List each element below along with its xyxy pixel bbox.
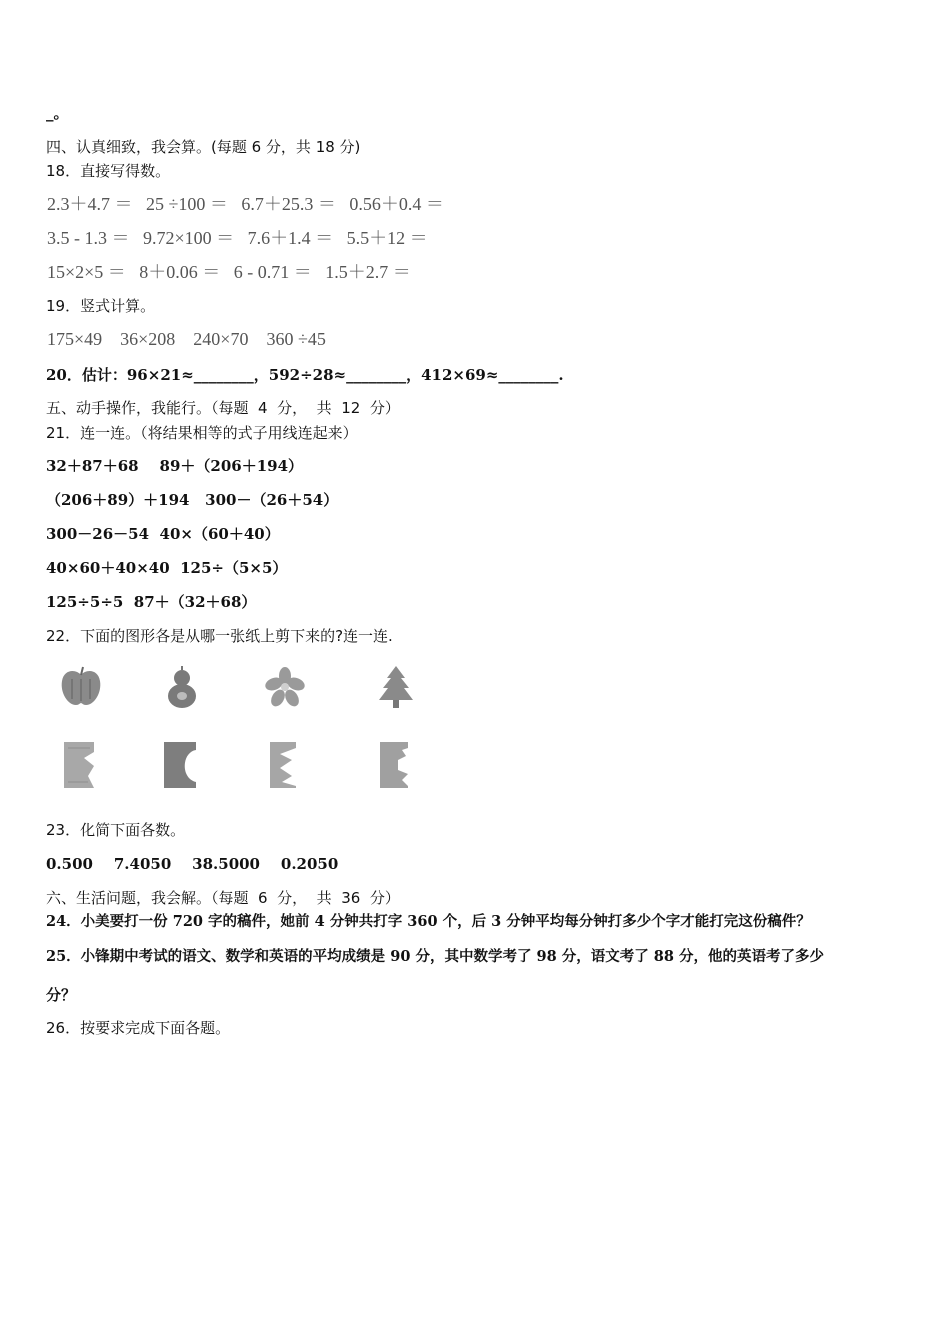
tree-shape xyxy=(375,664,417,710)
q18-row-1: 2.3＋4.7 ＝ 25 ÷100 ＝ 6.7＋25.3 ＝ 0.56＋0.4 ＝ xyxy=(47,194,444,214)
q19-row-1: 175×49 36×208 240×70 360 ÷45 xyxy=(47,329,326,349)
section-5-title: 五、动手操作，我能行。（每题 4 分， 共 12 分） xyxy=(46,399,400,417)
question-20: 20．估计：96×21≈________，592÷28≈________，412×69≈________. xyxy=(46,366,564,384)
cut-paper-notch xyxy=(376,738,414,792)
question-23: 23．化简下面各数。 xyxy=(46,821,186,839)
q21-row-1: 32＋87＋68 89＋（206＋194） xyxy=(46,457,304,475)
question-25-line-1: 25．小锋期中考试的语文、数学和英语的平均成绩是 90 分，其中数学考了 98 分，语文考了 88 分，他的英语考了多少 xyxy=(46,948,824,965)
q21-row-4: 40×60＋40×40 125÷（5×5） xyxy=(46,559,288,577)
section-6-title: 六、生活问题，我会解。（每题 6 分， 共 36 分） xyxy=(46,889,400,907)
question-26: 26．按要求完成下面各题。 xyxy=(46,1019,231,1037)
q18-row-2: 3.5 - 1.3 ＝ 9.72×100 ＝ 7.6＋1.4 ＝ 5.5＋12 ＝ xyxy=(47,228,428,248)
q21-row-5: 125÷5÷5 87＋（32＋68） xyxy=(46,593,257,611)
leftover-blank: _。 xyxy=(46,104,69,122)
question-24: 24．小美要打一份 720 字的稿件，她前 4 分钟共打字 360 个，后 3 分钟平均每分钟打多少个字才能打完这份稿件？ xyxy=(46,913,811,930)
cut-paper-zigzag xyxy=(266,738,302,792)
q21-row-2: （206＋89）＋194 300－（26＋54） xyxy=(46,491,339,509)
section-4-title: 四、认真细致，我会算。(每题 6 分，共 18 分) xyxy=(46,138,361,156)
question-25-line-2: 分？ xyxy=(46,986,77,1004)
flower-shape xyxy=(262,666,308,708)
q21-row-3: 300－26－54 40×（60＋40） xyxy=(46,525,280,543)
cut-paper-star xyxy=(60,738,100,792)
cut-paper-moon xyxy=(160,738,202,792)
q18-row-3: 15×2×5 ＝ 8＋0.06 ＝ 6 - 0.71 ＝ 1.5＋2.7 ＝ xyxy=(47,262,411,282)
question-22: 22．下面的图形各是从哪一张纸上剪下来的?连一连. xyxy=(46,627,393,645)
question-19: 19．竖式计算。 xyxy=(46,297,156,315)
question-21: 21．连一连。（将结果相等的式子用线连起来） xyxy=(46,424,358,442)
apple-shape xyxy=(58,665,104,709)
gourd-shape xyxy=(162,664,202,710)
question-18: 18．直接写得数。 xyxy=(46,162,171,180)
q23-row-1: 0.500 7.4050 38.5000 0.2050 xyxy=(46,855,339,873)
